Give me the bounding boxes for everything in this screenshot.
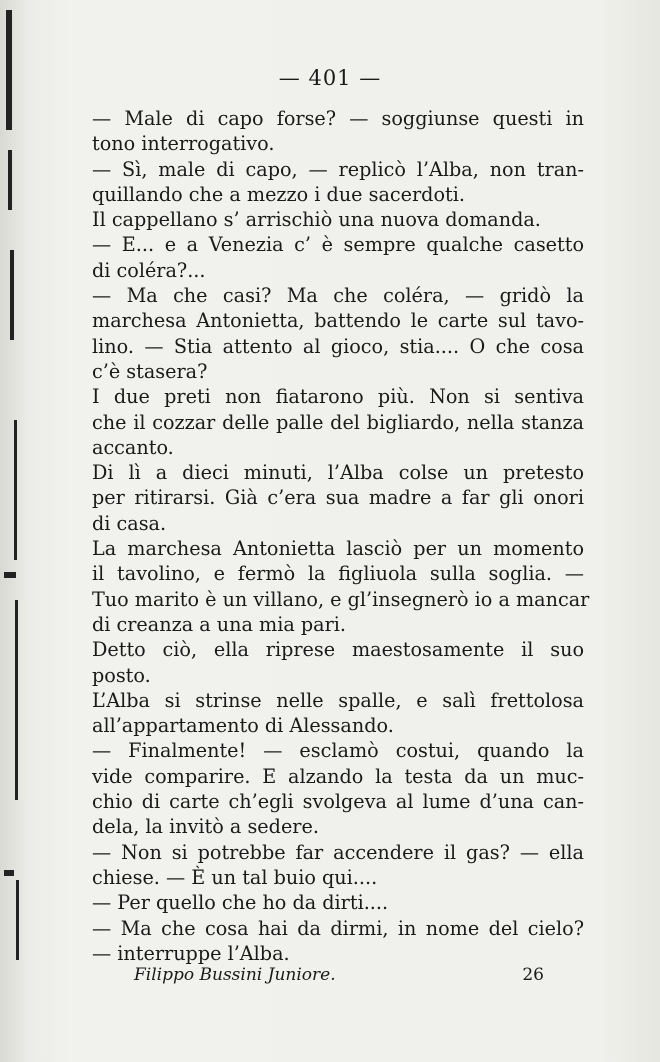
text-line: accanto. <box>92 435 174 459</box>
text-line: I due preti non fiatarono più. Non si sentiva <box>92 385 584 409</box>
text-line: — Male di capo forse? — soggiunse questi in <box>92 107 584 130</box>
text-line: di creanza a una mia pari. <box>92 612 347 636</box>
text-line: dela, la invitò a sedere. <box>92 815 319 839</box>
text-line: marchesa Antonietta, battendo le carte sul tavo- <box>92 309 584 333</box>
text-line: lino. — Stia attento al gioco, stia.... O che cosa <box>92 334 584 358</box>
text-line: tono interrogativo. <box>92 132 275 156</box>
text-line: L’Alba si strinse nelle spalle, e salì frettolosa <box>92 688 584 712</box>
text-line: c’è stasera? <box>92 359 208 383</box>
text-line: — Per quello che ho da dirti.... <box>92 891 389 915</box>
page-binding-edge <box>0 0 22 1062</box>
text-line: all’appartamento di Alessando. <box>92 714 394 738</box>
sheet-number: 26 <box>522 965 544 985</box>
page-footer <box>134 965 544 985</box>
text-line: per ritirarsi. Già c’era sua madre a far gli onori <box>92 486 584 510</box>
text-line: posto. <box>92 663 151 687</box>
text-line: — E... e a Venezia c’ è sempre qualche casetto <box>92 233 584 257</box>
text-line: il tavolino, e fermò la figliuola sulla soglia. — <box>92 562 584 586</box>
text-line: vide comparire. E alzando la testa da un muc- <box>92 764 584 788</box>
text-line: di coléra?... <box>92 258 206 282</box>
body-text <box>92 106 590 966</box>
text-line: che il cozzar delle palle del bigliardo, nella stanza <box>92 410 584 434</box>
text-line: — Finalmente! — esclamò costui, quando la <box>92 739 584 763</box>
text-line: Tuo marito è un villano, e gl’insegnerò io a mancar <box>92 587 590 611</box>
text-line: — interruppe l’Alba. <box>92 941 290 965</box>
signature-mark: Filippo Bussini Juniore. <box>134 965 336 985</box>
text-line: Di lì a dieci minuti, l’Alba colse un pretesto <box>92 461 584 485</box>
text-line: quillando che a mezzo i due sacerdoti. <box>92 182 465 206</box>
text-line: — Sì, male di capo, — replicò l’Alba, non tran- <box>92 157 584 181</box>
text-line: — Ma che cosa hai da dirmi, in nome del cielo? <box>92 916 584 940</box>
text-line: Detto ciò, ella riprese maestosamente il suo <box>92 638 584 662</box>
text-line: chio di carte ch’egli svolgeva al lume d’una can- <box>92 790 584 814</box>
text-line: — Ma che casi? Ma che coléra, — gridò la <box>92 284 584 308</box>
text-line: di casa. <box>92 511 167 535</box>
page-number-header: — 401 — <box>278 66 382 90</box>
text-line: Il cappellano s’ arrischiò una nuova domanda. <box>92 208 541 232</box>
text-line: — Non si potrebbe far accendere il gas? — ella <box>92 840 584 864</box>
text-line: La marchesa Antonietta lasciò per un momento <box>92 537 584 561</box>
text-line: chiese. — È un tal buio qui.... <box>92 865 378 889</box>
